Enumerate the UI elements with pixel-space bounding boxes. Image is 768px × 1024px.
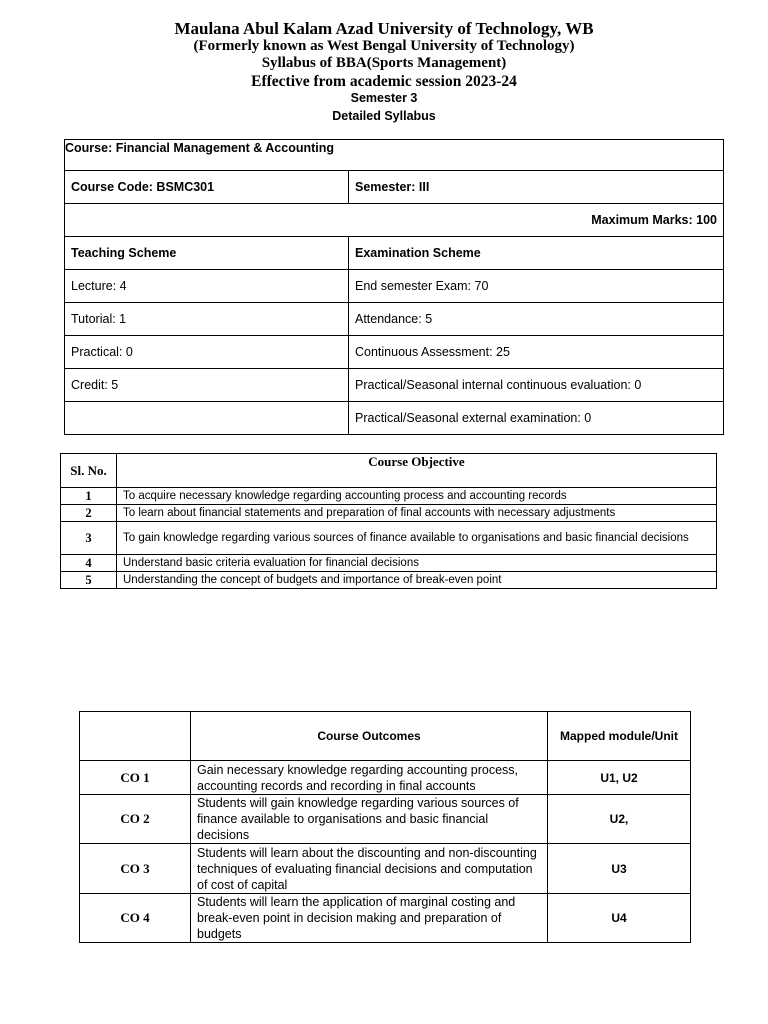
teaching-practical: Practical: 0 <box>65 336 349 369</box>
outcome-description: Students will learn the application of marginal costing and break-even point in decision making and preparation of budgets <box>191 894 548 943</box>
objective-number: 5 <box>61 572 117 589</box>
mapped-module-heading: Mapped module/Unit <box>548 712 691 761</box>
outcome-blank-heading <box>80 712 191 761</box>
course-title: Course: Financial Management & Accounting <box>65 140 724 171</box>
teaching-tutorial: Tutorial: 1 <box>65 303 349 336</box>
academic-session: Effective from academic session 2023-24 <box>251 72 517 90</box>
objective-number: 1 <box>61 488 117 505</box>
exam-practical-internal: Practical/Seasonal internal continuous evaluation: 0 <box>349 369 724 402</box>
exam-practical-external: Practical/Seasonal external examination: 0 <box>349 402 724 435</box>
mapped-unit: U1, U2 <box>548 761 691 795</box>
objective-number: 3 <box>61 522 117 555</box>
teaching-empty-cell <box>65 402 349 435</box>
former-name: (Formerly known as West Bengal University of Technology) <box>193 37 575 54</box>
co-label: CO 2 <box>80 795 191 844</box>
outcome-description: Students will gain knowledge regarding various sources of finance available to organisations and basic financial decisions <box>191 795 548 844</box>
course-objective-heading: Course Objective <box>117 454 717 488</box>
course-outcomes-table <box>79 711 691 943</box>
document-header <box>0 20 768 125</box>
objective-number: 2 <box>61 505 117 522</box>
objective-text: To learn about financial statements and preparation of final accounts with necessary adjustments <box>117 505 717 522</box>
mapped-unit: U2, <box>548 795 691 844</box>
mapped-unit: U4 <box>548 894 691 943</box>
syllabus-title: Syllabus of BBA(Sports Management) <box>261 55 507 71</box>
objective-text: To acquire necessary knowledge regarding accounting process and accounting records <box>117 488 717 505</box>
sl-no-heading: Sl. No. <box>61 454 117 488</box>
course-outcomes-heading: Course Outcomes <box>191 712 548 761</box>
course-code: Course Code: BSMC301 <box>65 171 349 204</box>
outcome-description: Students will learn about the discounting and non-discounting techniques of evaluating financial decisions and computation of cost of capital <box>191 844 548 894</box>
mapped-unit: U3 <box>548 844 691 894</box>
course-semester: Semester: III <box>349 171 724 204</box>
exam-continuous-assessment: Continuous Assessment: 25 <box>349 336 724 369</box>
maximum-marks: Maximum Marks: 100 <box>65 204 724 237</box>
exam-end-semester: End semester Exam: 70 <box>349 270 724 303</box>
teaching-scheme-heading: Teaching Scheme <box>65 237 349 270</box>
objective-number: 4 <box>61 555 117 572</box>
examination-scheme-heading: Examination Scheme <box>349 237 724 270</box>
course-objective-table <box>60 453 717 589</box>
objective-text: Understand basic criteria evaluation for financial decisions <box>117 555 717 572</box>
co-label: CO 4 <box>80 894 191 943</box>
objective-text: Understanding the concept of budgets and importance of break-even point <box>117 572 717 589</box>
university-name: Maulana Abul Kalam Azad University of Technology, WB <box>174 19 594 38</box>
outcome-description: Gain necessary knowledge regarding accounting process, accounting records and recording in final accounts <box>191 761 548 795</box>
objective-text: To gain knowledge regarding various sources of finance available to organisations and basic financial decisions <box>117 522 717 555</box>
detailed-syllabus-label: Detailed Syllabus <box>332 108 436 123</box>
exam-attendance: Attendance: 5 <box>349 303 724 336</box>
teaching-lecture: Lecture: 4 <box>65 270 349 303</box>
co-label: CO 1 <box>80 761 191 795</box>
teaching-credit: Credit: 5 <box>65 369 349 402</box>
course-details-table <box>64 139 724 435</box>
co-label: CO 3 <box>80 844 191 894</box>
semester-label: Semester 3 <box>350 91 418 105</box>
